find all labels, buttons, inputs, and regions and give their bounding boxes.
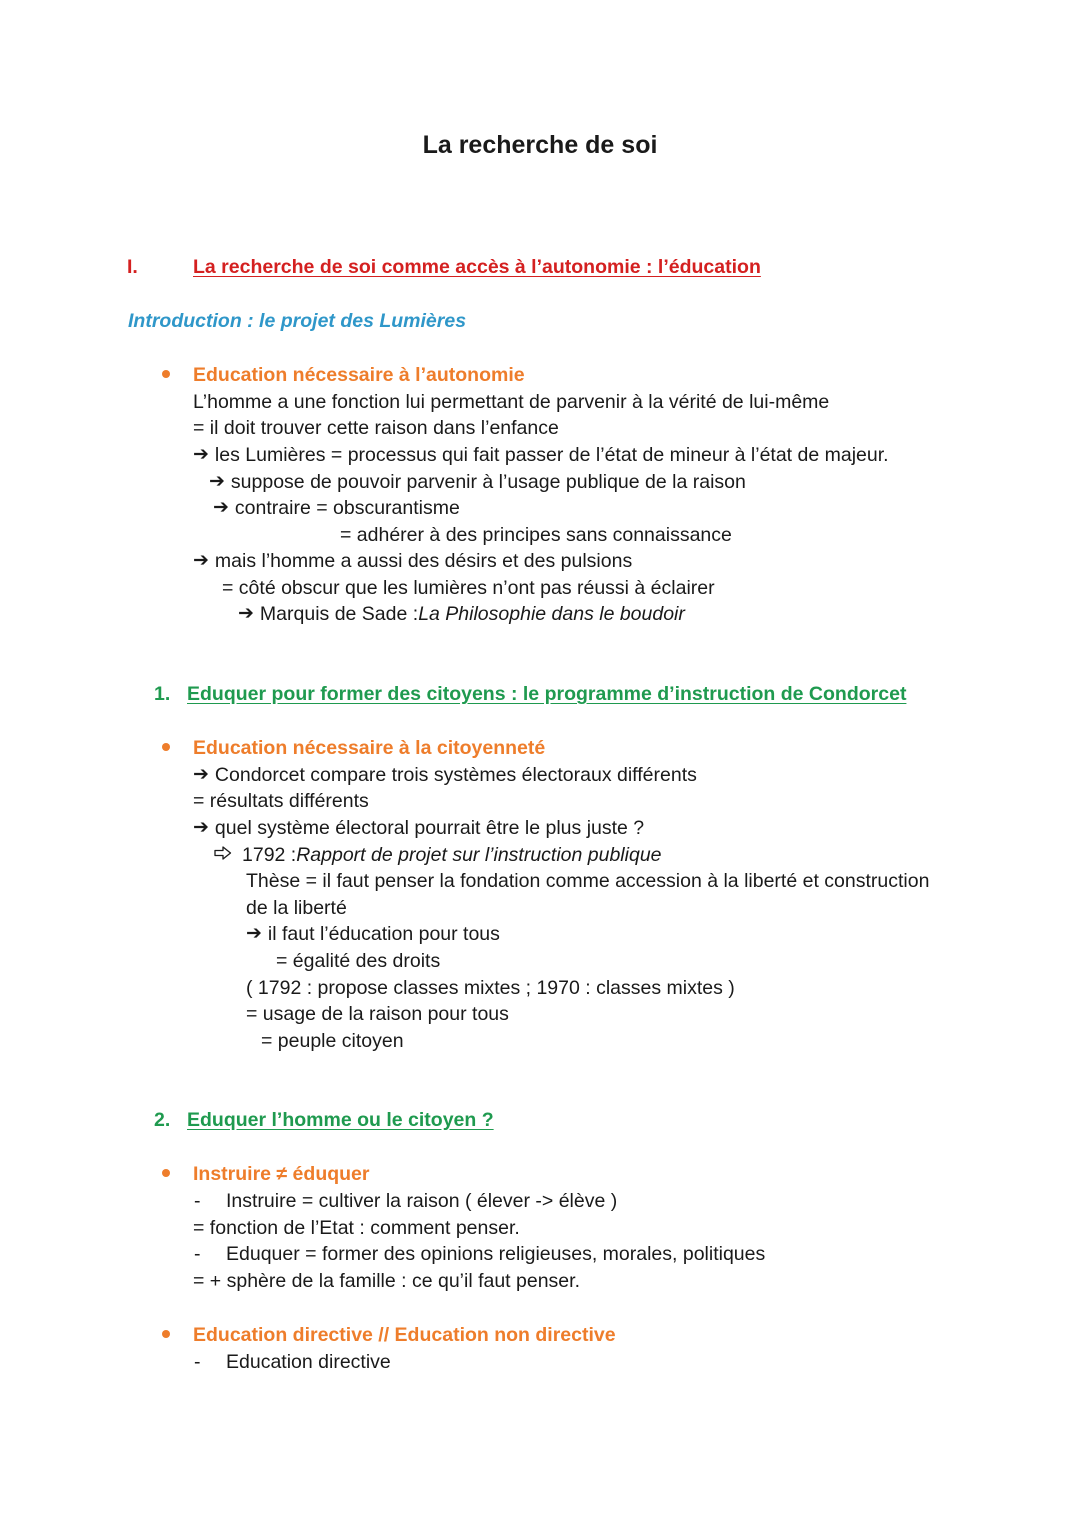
text-line: Instruire = cultiver la raison ( élever -> élève ) — [226, 1190, 618, 1212]
text-line: ➔ Condorcet compare trois systèmes électoraux différents — [193, 764, 697, 786]
page-title: La recherche de soi — [422, 131, 658, 159]
subsection-heading: Eduquer l’homme ou le citoyen ? — [187, 1109, 494, 1131]
text-line: = il doit trouver cette raison dans l’enfance — [193, 417, 559, 439]
text-line: ➔ mais l’homme a aussi des désirs et des pulsions — [193, 550, 633, 572]
text-line: = peuple citoyen — [261, 1030, 404, 1052]
text-line: Thèse = il faut penser la fondation comme accession à la liberté et construction — [246, 870, 930, 892]
bullet-icon — [162, 370, 170, 378]
arrow-right-icon: ➔ — [213, 497, 229, 518]
subsection-heading: Eduquer pour former des citoyens : le programme d’instruction de Condorcet — [187, 683, 907, 705]
bullet-heading: Education nécessaire à la citoyenneté — [193, 737, 546, 759]
bullet-icon — [162, 743, 170, 751]
subsection-number: 1. — [154, 683, 171, 705]
text-line: ➔ contraire = obscurantisme — [213, 497, 460, 519]
bullet-heading: Instruire ≠ éduquer — [193, 1163, 370, 1185]
bullet-icon — [162, 1330, 170, 1338]
subsection-number: 2. — [154, 1109, 171, 1131]
text-line: ➔ suppose de pouvoir parvenir à l’usage publique de la raison — [209, 471, 746, 493]
intro-heading: Introduction : le projet des Lumières — [128, 310, 467, 332]
bullet-heading: Education nécessaire à l’autonomie — [193, 364, 525, 386]
text-line: = usage de la raison pour tous — [246, 1003, 509, 1025]
text-line: = fonction de l’Etat : comment penser. — [193, 1217, 520, 1239]
section-number: I. — [127, 256, 138, 278]
text-line: = adhérer à des principes sans connaissance — [340, 524, 732, 546]
text-line: = + sphère de la famille : ce qu’il faut penser. — [193, 1270, 580, 1292]
arrow-right-icon: ➔ — [193, 550, 209, 571]
text-line: 1792 : Rapport de projet sur l’instruction publique — [214, 842, 662, 868]
bullet-icon — [162, 1169, 170, 1177]
arrow-right-icon: ➔ — [193, 444, 209, 465]
arrow-right-icon: ➔ — [193, 817, 209, 838]
hollow-arrow-right-icon — [214, 841, 232, 867]
text-line: = égalité des droits — [276, 950, 441, 972]
arrow-right-icon: ➔ — [193, 764, 209, 785]
text-line: ( 1792 : propose classes mixtes ; 1970 : classes mixtes ) — [246, 977, 735, 999]
text-line: ➔ il faut l’éducation pour tous — [246, 923, 500, 945]
text-line: Education directive — [226, 1351, 391, 1373]
text-line: ➔ Marquis de Sade : La Philosophie dans le boudoir — [238, 603, 685, 625]
arrow-right-icon: ➔ — [209, 471, 225, 492]
text-line: = côté obscur que les lumières n’ont pas réussi à éclairer — [222, 577, 715, 599]
text-line: ➔ quel système électoral pourrait être le plus juste ? — [193, 817, 645, 839]
text-line: de la liberté — [246, 897, 347, 919]
text-line: = résultats différents — [193, 790, 369, 812]
dash-icon: - — [194, 1351, 201, 1373]
bullet-heading: Education directive // Education non directive — [193, 1324, 616, 1346]
text-line: L’homme a une fonction lui permettant de parvenir à la vérité de lui-même — [193, 391, 830, 413]
arrow-right-icon: ➔ — [238, 603, 254, 624]
dash-icon: - — [194, 1243, 201, 1265]
section-heading: La recherche de soi comme accès à l’autonomie : l’éducation — [193, 256, 761, 278]
dash-icon: - — [194, 1190, 201, 1212]
text-line: ➔ les Lumières = processus qui fait passer de l’état de mineur à l’état de majeur. — [193, 444, 889, 466]
arrow-right-icon: ➔ — [246, 923, 262, 944]
text-line: Eduquer = former des opinions religieuses, morales, politiques — [226, 1243, 766, 1265]
